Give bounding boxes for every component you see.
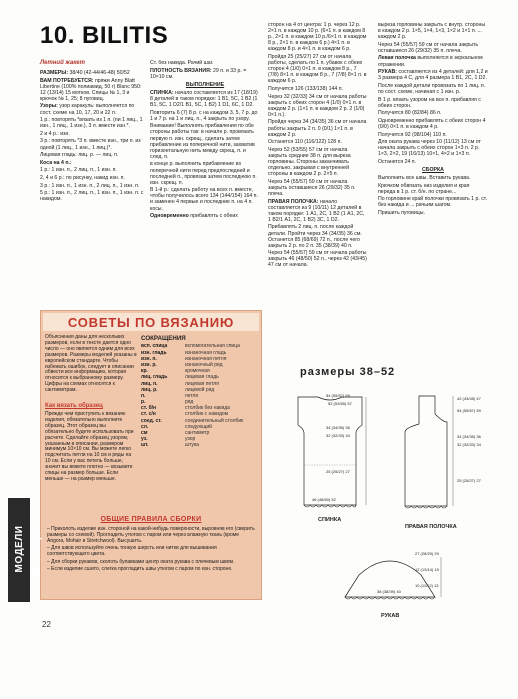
abbreviation-key: кр. xyxy=(141,368,148,375)
col3-p8: Через 54 (55/57) 59 см от начала закрыть оставшиеся 26 (29/32) 35 п. плеча. xyxy=(268,178,356,197)
assembly-rule: – Для сборки рукавов, сколоть булавками центр оката рукава с плечевым швом. xyxy=(47,558,235,565)
back-label: СПИНКА: xyxy=(150,89,174,96)
abbreviation-key: п. xyxy=(141,392,146,399)
column-4 xyxy=(378,22,488,310)
col4-p6: Одновременно прибавлять с обеих сторон 4 (0/0) 0×1 п. в каждом 4 р. xyxy=(378,117,486,130)
col4-p1: выреза горловины закрыть с внутр. стороны в каждом 2 р. 1×5, 1×4, 1×3, 1×2 и 1×1 п. ... каждом 2 р. xyxy=(378,22,486,41)
density-label: ПЛОТНОСТЬ ВЯЗАНИЯ: xyxy=(150,67,212,74)
back-label: СПИНКА xyxy=(318,517,342,523)
col4-p4: В 1 р. вязать узором на все п. прибавляя с обеих сторон. xyxy=(378,96,481,109)
abbreviation-meaning: штука xyxy=(185,442,199,449)
abbreviation-meaning: изнаночный ряд xyxy=(185,361,223,368)
abbreviation-key: соед. ст. xyxy=(141,417,162,424)
cable-row-3: 3 р.: 1 изн. п., 1 изн. п., 2 лиц. п., 1 изн. п. xyxy=(40,182,140,189)
abbreviation-meaning: вспомогательная спица xyxy=(185,343,240,350)
simultaneously-value: прибавлять с обеих xyxy=(190,213,238,220)
abbreviation-meaning: узор xyxy=(185,436,196,443)
back-p4: в конце р. выполнить прибавление из поперечной нити перед предпоследней и последней п., провязав затем последнюю п. изн. скрещ. п. xyxy=(150,161,257,186)
abbreviation-key: ст. б/н xyxy=(141,405,157,412)
assembly-heading: СБОРКА xyxy=(422,166,444,173)
col4-p8: Для оката рукава через 10 (11/12) 13 см от начала закрыть с обеих сторон 1×3 п. 2 р. 1×3, 2×2, 19 (16/13) 10×1, 4×2 и 1×3 п. xyxy=(378,139,481,158)
col4-p7: Получится 92 (98/104) 110 п. xyxy=(378,131,447,138)
back-p5: В 1-й р.: сделать работу на всех п. вместе, чтобы получилось всего 134 (144/154) 164 п. и заменен 4 первые и последние п. на 4 п. косы. xyxy=(150,187,258,212)
abbreviation-meaning: сантиметр xyxy=(185,430,210,437)
abbreviation-key: изн. гладь xyxy=(141,349,167,356)
abbreviation-meaning: петля xyxy=(185,392,199,399)
row-1: 1 р.: повторять *вязать из 1 п. (пи 1 лиц., 1 изн., 1 лиц., 1 изн.), 3 п. вместе изн.*. xyxy=(40,117,143,130)
sleeve-label: РУКАВ xyxy=(381,613,400,619)
row-3: 3 р.: повторять *3 п. вместе изн., три п. из одной (1 лиц., 1 изн., 1 лиц.)*. xyxy=(40,138,141,151)
front-dim-1: 42 (43/45) 47 xyxy=(457,396,481,401)
sleeve-dim-4: 38 (38/39) 40 xyxy=(377,589,401,594)
column-2 xyxy=(150,60,260,306)
abbreviation-key: всп. спица xyxy=(141,343,168,350)
back-dim-3: 34 (34/35) 36 xyxy=(326,425,350,430)
sleeve-dim-1: 27 (28/29) 29 xyxy=(415,551,439,556)
abbreviation-meaning: кромочная xyxy=(185,368,210,375)
sleeve-dim-3: 10 (11/12) 13 xyxy=(415,583,439,588)
col4-p11: Крючком обвязать низ изделия и края переда в 1 р. ст. б/н. по стране... xyxy=(378,182,470,195)
abbreviation-key: лиц. р. xyxy=(141,386,158,393)
abbreviations xyxy=(141,335,259,449)
side-label-text: МОДЕЛИ ФРАНЦИИ xyxy=(14,522,43,576)
col3-p1: сторон на 4 от центра: 1 р. через 12 р. 2×1 п. в каждом 10 р. (6×1 п. в каждом 8 р., 2×1 п. в каждом 10 р./6×1 п. в каждом 8 р., 2×1 п. в каждом 6 р.) 4×1 п. в каждом 8 р. и 4×1 п. в каждом 6 р. xyxy=(268,22,367,53)
abbreviation-key: изн. п. xyxy=(141,355,157,362)
abbreviations-table xyxy=(141,344,259,449)
abbreviation-meaning: лицевая гладь xyxy=(185,374,219,381)
col4-p13: Пришить пуговицы. xyxy=(378,210,425,217)
cable-row-1: 1 р.: 1 изн. п., 2 лиц. п., 1 изн. п. xyxy=(40,167,117,174)
cable-row-5: 5 р.: 1 изн. п., 2 лиц. п., 1 изн. п., 1 изн. п. с накидом. xyxy=(40,190,144,203)
abbreviation-meaning: изнаночная гладь xyxy=(185,349,227,356)
pattern-title-block xyxy=(40,22,260,56)
col3-p5: Пройдя через 34 (34/35) 36 см от начала работы закрыть 2 п. 0 (0/1) 1×1 п. в каждом 2 р. xyxy=(268,119,367,138)
abbreviation-meaning: ряд xyxy=(185,399,194,406)
simultaneously-label: Одновременно xyxy=(150,213,189,220)
abbreviation-key: ст. с/н xyxy=(141,411,156,418)
materials-label: ВАМ ПОТРЕБУЕТСЯ: xyxy=(40,77,94,84)
col4-p5: Получится 80 (82/84) 86 п. xyxy=(378,110,442,117)
tips-intro: Объяснения даны для нескольких размеров, если в тексте дается одно число — оно является одним для всех размеров. Размеры моделей указаны в европейском стандарте. Чтобы избежать ошибок, следует в описании обвести все информацию, которая относится к выбранному размеру. Цифры на схемах относятся к сантиметрам. xyxy=(45,334,137,394)
cable-label: Коса на 4 п.: xyxy=(40,159,72,166)
col4-p2: Через 54 (55/57) 59 см от начала закрыть оставшиеся 26 (29/32) 35 п. плеча. xyxy=(378,41,479,54)
front-dim-2: 54 (55/57) 59 xyxy=(457,408,481,413)
col3-p3: Получится 126 (133/138) 144 п. xyxy=(268,85,343,92)
back-dim-6: 46 (48/50) 52 xyxy=(312,497,336,502)
sizes-label: РАЗМЕРЫ: xyxy=(40,70,69,76)
abbreviation-meaning: изнаночная петля xyxy=(185,355,227,362)
col3-p7: Через 52 (53/55) 57 см от начала закрыть средние 38 п. для выреза горловины. Стороны заканчивать отдельно, закрывая с внутренней стороны в каждом 2 р. 2×5 п. xyxy=(268,146,351,178)
abbreviation-meaning: столбик без накида xyxy=(185,405,230,412)
side-label xyxy=(8,498,43,602)
abbreviation-key: лиц. гладь xyxy=(141,374,168,381)
col4-p12: По горловине край полочки провязать 1 р. ст. без накида и ... рачьим шагом. xyxy=(378,196,488,209)
assembly-rule: – Приколоть изделие изн. стороной на какой-нибудь поверхности, выровняв его (сверить размеры со схемой). Прогладить утюгом с паром или через влажную ткань (кроме Angora, Mohair и Stretchwool). Высушить. xyxy=(47,526,255,544)
abbreviation-key: см xyxy=(141,430,148,437)
column-1 xyxy=(40,70,145,306)
col3-p9: Прибавлять 2 лиц. п. после каждой детали. Пройти через 34 (34/35) 36 см. Останется 85 (68/69) 72 п., после чего закрыть 2 р. по 2 п. 35 (38/39) 40 п. xyxy=(268,224,362,249)
col3-p10: Через 54 (55/57) 59 см от начала работы закрыть 46 (48/50) 52 п., через 42 (43/45) 47 см от начала. xyxy=(268,250,367,269)
abbreviation-key: р. xyxy=(141,399,146,406)
crochet-note: Ст. без накида. Рачий шаг. xyxy=(150,60,214,66)
sleeve-schematic xyxy=(315,535,465,635)
back-dim-2: 52 (53/55) 57 xyxy=(328,401,352,406)
abbreviation-meaning: соединительный столбик xyxy=(185,417,244,424)
sample-heading: Как вязать образец xyxy=(45,403,103,409)
col4-p9: Останется 24 п. xyxy=(378,158,417,165)
abbreviation-meaning: столбик с накидом xyxy=(185,411,229,418)
density-value: 29 п. и 33 р. = 10×10 см. xyxy=(150,67,247,80)
assembly-rule: – Для швов используйте очень тонкую шерсть или нитки для вышивания соответствующего цвета. xyxy=(47,545,217,558)
tips-box xyxy=(40,310,262,600)
stockinette: Лицевая гладь: лиц. р. — лиц. п. xyxy=(40,152,119,159)
front-dim-3: 34 (34/35) 36 xyxy=(457,434,481,439)
abbreviations-heading: СОКРАЩЕНИЯ xyxy=(141,335,186,342)
abbreviation-meaning: лицевой ряд xyxy=(185,386,215,393)
cable-row-2: 2, 4 и 6 р.: по рисунку, накид изн. п. xyxy=(40,174,125,181)
col3-p2: Пройдя 25 (25/27) 27 см от начала работы, сделать по 1 п. убавок с обеих сторон 4 (1/0) 0×1 п. в каждом 8 р., 7 (7/8) 8×1 п. в каждом 8 р., 7 (7/8) 8×1 п. в каждом 6 р. xyxy=(268,53,367,85)
execution-heading: ВЫПОЛНЕНИЕ xyxy=(185,81,225,88)
abbreviation-key: изн. р. xyxy=(141,361,157,368)
front-dim-4: 32 (32/33) 34 xyxy=(457,442,481,447)
col4-p10: Выполнить все швы. Вставить рукава. xyxy=(378,175,471,182)
back-p2: Повторить 6 (7) 8 р. с на каждом 3, 5, 7 р. до 1 и 7 р. на 1 и лиц. п., 4 закрыть по узору. xyxy=(150,109,258,122)
front-schematic xyxy=(395,382,505,532)
abbreviation-row xyxy=(141,443,259,449)
assembly-rule: – Если изделие сшито, слегка прогладить швы утюгом с паром по изн. стороне. xyxy=(47,565,233,572)
sleeve-label: РУКАВ: xyxy=(378,69,398,76)
col3-p6: Останется 110 (116/122) 128 п. xyxy=(268,139,342,146)
abbreviation-key: лиц. п. xyxy=(141,380,158,387)
tips-title-bar xyxy=(43,313,259,331)
patterns-label: Узоры: xyxy=(40,103,58,110)
pattern-subtitle: Летний жакет xyxy=(40,60,85,66)
abbreviation-key: шт. xyxy=(141,442,149,449)
front-dim-5: 25 (25/27) 27 xyxy=(457,478,481,483)
front-label: ПРАВАЯ ПОЛОЧКА xyxy=(405,524,457,530)
tips-title: СОВЕТЫ ПО ВЯЗАНИЮ xyxy=(67,314,235,330)
sleeve-value: составляется из 4 деталей: для 1,2 и 3 размера 4 С, для 4 размера 1 В1, 2С, 1 D2. xyxy=(378,69,488,82)
patterns-value: узор каракуль: выполняется по сост. схеме на 10, 17, 20 и 22 п. xyxy=(40,103,135,116)
left-front-value: выполняется в зеркальном отражении. xyxy=(378,55,483,68)
back-outline xyxy=(298,397,362,505)
row-2-4: 2 и 4 р.: изн. xyxy=(40,130,70,137)
col3-p4: Через 32 (32/33) 34 см от начала работы закрыть с обеих сторон 4 (1/0) 0×1 п. в каждом 2 р. (1×1 п. в каждом 2 р. 2 (1/0) 0×1 п.). xyxy=(268,93,367,118)
diagrams-title: размеры 38–52 xyxy=(300,366,396,378)
materials-value: пряжи Anny Blatt Libertine (100% полиамид, 50 г) Blanc 950: 12 (13/14) 15 мотков. Спицы № 1, 3 и крючок № 1, 25; 8 пуговиц. xyxy=(40,77,142,102)
back-schematic xyxy=(280,385,380,525)
back-dim-5: 25 (25/27) 27 xyxy=(326,469,350,474)
front-outline xyxy=(405,396,447,506)
back-p3: Внимание! Выполнять прибавления по обе стороны работы так: в начале р. провязать первую п. изн. скрещ., сделать затем прибавление из поперечной нити, захватив горизонтальную нить между скрещ. п. и след. п. xyxy=(150,123,255,160)
back-dim-4: 32 (32/33) 34 xyxy=(326,433,350,438)
back-value: начало составляется из 17 (18/19) 8 деталей в таком порядке: 1 В1, 5С, 1 В2 (1 В1, 5С, 1 D2/1 В1, 5С, 1 В2) 1 D1, 6С, 1 D2. xyxy=(150,89,258,109)
assembly-rules-heading: ОБЩИЕ ПРАВИЛА СБОРКИ xyxy=(100,516,202,523)
sleeve-dim-2: 12 (13/14) 15 xyxy=(415,567,439,572)
col4-p3: После каждой детали провязать по 1 лиц. п. по сост. схеме, начиная с 1 изн. р. xyxy=(378,82,486,95)
abbreviation-meaning: следующий xyxy=(185,423,212,430)
back-dim-1: 54 (55/57) 59 xyxy=(326,393,350,398)
page-number: 22 xyxy=(42,620,51,629)
abbreviation-key: уз. xyxy=(141,436,148,443)
left-front-label: Левая полочка xyxy=(378,55,416,62)
right-front-value: начало составляется из 9 (10/11) 12 деталей в таком порядке: 1 А1, 2С, 1 В2 (1 А1, 2С, 1 В2/1 А1, 2С, 1 В2) 3С, 1 D2. xyxy=(268,198,365,223)
right-front-label: ПРАВАЯ ПОЛОЧКА: xyxy=(268,198,319,205)
sizes-value: 38/40 (42-44/46-48) 50/52 xyxy=(69,70,130,76)
pattern-title: 10. BILITIS xyxy=(40,22,169,49)
sample-text: Прежде чем приступить к вязанию изделия, обязательно выполните образец. Этот образец вы обязательно будете использовать при расчете. Сделайте образец узором, указанным в описании, размером минимум 10×10 см. Вы можете легко подсчитать петли на 10 см и ряды на 10 см. Если у вас петель больше, значит вы вяжете плотно — возьмите спицы на размер больше. Если меньше — на размер меньше. xyxy=(45,411,134,482)
abbreviation-meaning: лицевая петля xyxy=(185,380,219,387)
assembly-rules xyxy=(47,527,257,574)
abbreviation-key: сл. xyxy=(141,423,149,430)
